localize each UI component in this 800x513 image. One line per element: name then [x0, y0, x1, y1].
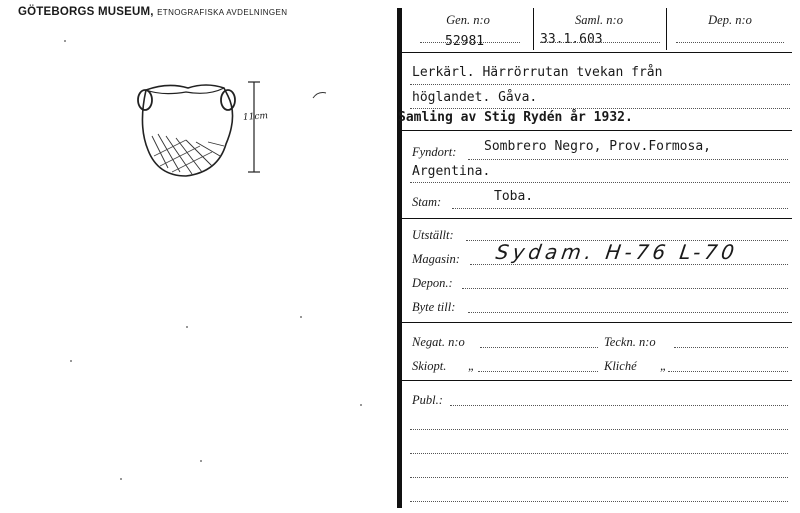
- saml-number-value: 33.1.603: [540, 32, 603, 47]
- magasin-value: Sydam. H-76 L-70: [494, 240, 740, 264]
- department-name: ETNOGRAFISKA AVDELNINGEN: [157, 8, 288, 17]
- skiopt-line: [478, 371, 598, 372]
- section-rule: [400, 322, 792, 323]
- paper-speck: [120, 478, 122, 480]
- teckn-label: Teckn. n:o: [604, 335, 656, 349]
- gen-number-label: Gen. n:o: [446, 13, 490, 27]
- header-divider: [533, 8, 534, 50]
- publ-line: [410, 453, 788, 454]
- museum-name: GÖTEBORGS MUSEUM,: [18, 6, 154, 18]
- depon-line: [462, 288, 788, 289]
- description-line-rule: [410, 108, 790, 109]
- paper-speck: [300, 316, 302, 318]
- depon-label: Depon.:: [412, 276, 453, 290]
- utstallt-label: Utställt:: [412, 228, 454, 242]
- section-rule: [400, 130, 792, 131]
- stam-line: [452, 208, 788, 209]
- pencil-mark-icon: [312, 90, 328, 100]
- paper-speck: [70, 360, 72, 362]
- description-line-1: Lerkärl. Härrörrutan tvekan från: [412, 65, 663, 80]
- vessel-drawing: [128, 76, 288, 190]
- paper-speck: [200, 460, 202, 462]
- paper-speck: [64, 40, 66, 42]
- byte-label: Byte till:: [412, 300, 456, 314]
- publ-line: [410, 501, 788, 502]
- klische-ditto: „: [660, 359, 667, 373]
- magasin-label: Magasin:: [412, 252, 460, 266]
- fyndort-label: Fyndort:: [412, 145, 457, 159]
- negat-line: [480, 347, 598, 348]
- gen-number-value: 52981: [445, 34, 485, 49]
- description-line-2: höglandet. Gåva.: [412, 90, 538, 105]
- negat-label: Negat. n:o: [412, 335, 465, 349]
- description-line-rule: [410, 84, 790, 85]
- gen-number-line: [420, 42, 520, 43]
- clay-vessel-sketch-icon: [128, 76, 288, 186]
- paper-speck: [186, 326, 188, 328]
- fyndort-line-2: [410, 182, 790, 183]
- header-bottom-rule: [400, 52, 792, 53]
- height-label: 11cm: [242, 111, 269, 123]
- publ-line: [450, 405, 788, 406]
- museum-heading: [18, 6, 287, 18]
- section-rule: [400, 218, 792, 219]
- magasin-line: [470, 264, 788, 265]
- saml-number-line: [540, 42, 660, 43]
- stam-value: Toba.: [494, 189, 534, 204]
- skiopt-label: Skiopt.: [412, 359, 447, 373]
- stam-label: Stam:: [412, 195, 442, 209]
- description-line-3: Samling av Stig Rydén år 1932.: [398, 110, 633, 125]
- publ-line: [410, 477, 788, 478]
- klische-line: [668, 371, 788, 372]
- publ-label: Publ.:: [412, 393, 443, 407]
- dep-number-line: [676, 42, 784, 43]
- fyndort-value-cont: Argentina.: [412, 164, 491, 179]
- saml-number-label: Saml. n:o: [575, 13, 623, 27]
- klische-label: Kliché: [604, 359, 637, 373]
- card-left-border: [397, 8, 402, 508]
- byte-line: [468, 312, 788, 313]
- fyndort-value: Sombrero Negro, Prov.Formosa,: [484, 139, 711, 154]
- publ-line: [410, 429, 788, 430]
- header-divider: [666, 8, 667, 50]
- fyndort-line: [468, 159, 788, 160]
- skiopt-ditto: „: [468, 359, 475, 373]
- teckn-line: [674, 347, 788, 348]
- section-rule: [400, 380, 792, 381]
- paper-speck: [360, 404, 362, 406]
- dep-number-label: Dep. n:o: [708, 13, 752, 27]
